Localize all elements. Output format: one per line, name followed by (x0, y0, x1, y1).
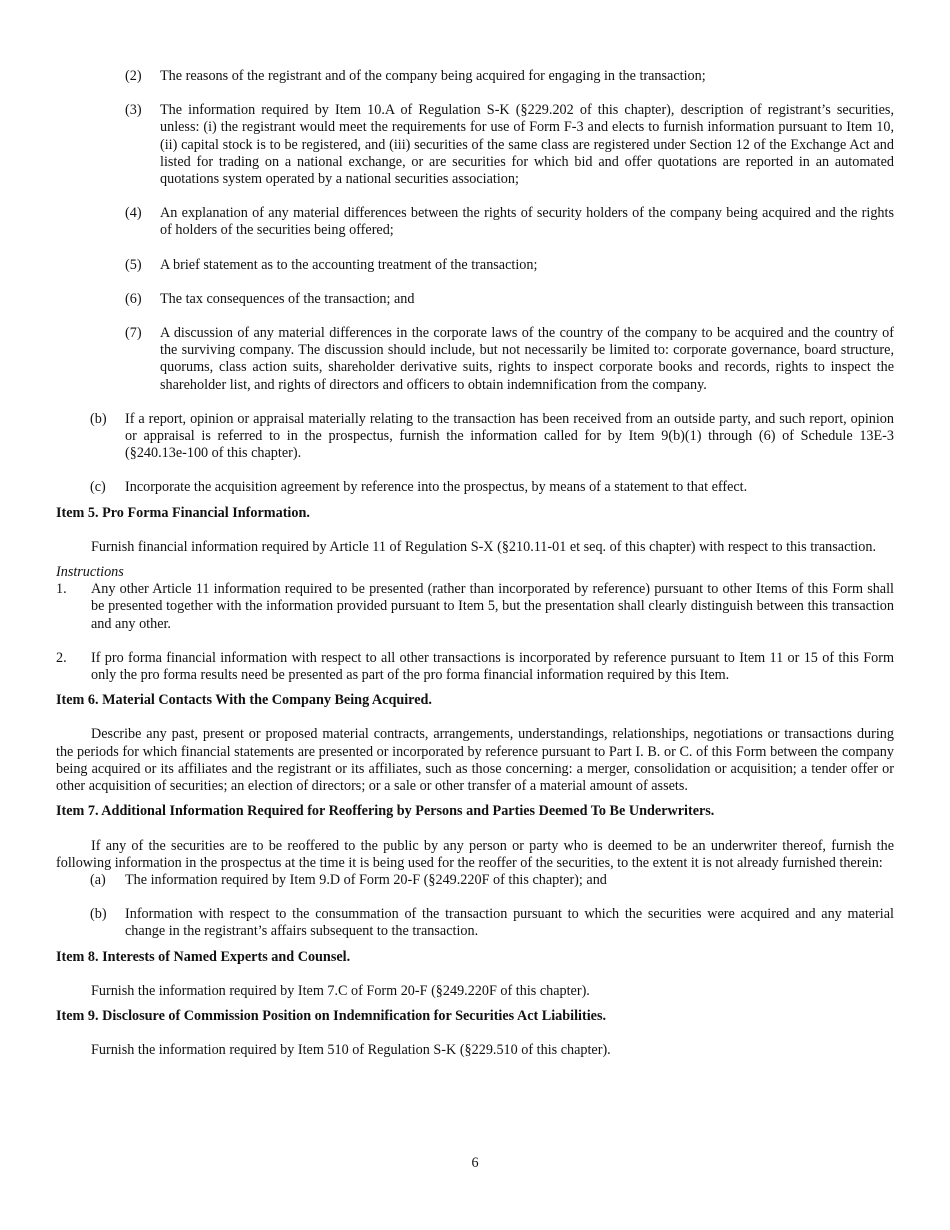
list-text: The tax consequences of the transaction; and (160, 290, 415, 307)
section-paragraph-item7: If any of the securities are to be reoffered to the public by any person or party who is deemed to be an underwriter thereof, furnish the following information in the prospectus at the time it is being used for the reoffer of the securities, to the extent it is not already furnished therein: (56, 837, 894, 871)
section-paragraph-item8: Furnish the information required by Item 7.C of Form 20-F (§249.220F of this chapter). (91, 982, 590, 999)
list-letter: (b) (90, 410, 107, 427)
list-number: (2) (125, 68, 142, 84)
list-text: An explanation of any material differences between the rights of security holders of the company being acquired and the rights of holders of the securities being offered; (160, 205, 894, 239)
list-number: 2. (56, 649, 67, 666)
list-number: (4) (125, 205, 142, 222)
list-text: Incorporate the acquisition agreement by reference into the prospectus, by means of a statement to that effect. (125, 479, 748, 496)
page-number: 6 (471, 1155, 479, 1171)
list-text: The information required by Item 10.A of Regulation S-K (§229.202 of this chapter), description of registrant’s securities, unless: (i) the registrant would meet the requirements for use of Form F-3 and elects to furnish information pursuant to Item 10, (ii) capital stock is to be registered, and (iii) securities of the same class are registered under Section 12 of the Exchange Act and listed for trading on a national exchange, or are securities for which bid and offer quotations are reported in an automated quotations system operated by a national securities association; (160, 102, 894, 188)
list-item-2 (56, 68, 894, 85)
list-text: A discussion of any material differences in the corporate laws of the country of the company to be acquired and the country of the surviving company. The discussion should include, but not necessarily be limited to: corporate governance, board structure, quorums, class action suits, shareholder derivative suits, rights to inspect corporate books and records, rights to inspect the shareholder list, and rights of directors and officers to obtain indemnification from the company. (160, 325, 894, 393)
list-text: The information required by Item 9.D of Form 20-F (§249.220F of this chapter); and (125, 871, 607, 888)
list-text: The reasons of the registrant and of the company being acquired for engaging in the transaction; (160, 68, 706, 84)
list-number: (7) (125, 325, 142, 342)
list-item-4 (56, 205, 894, 239)
instruction-item-2 (56, 650, 894, 684)
list-item-b2 (56, 906, 894, 940)
section-heading-item9: Item 9. Disclosure of Commission Position on Indemnification for Securities Act Liabilities. (56, 1007, 607, 1024)
list-text: Any other Article 11 information required to be presented (rather than incorporated by reference) pursuant to other Items of this Form shall be presented together with the information provided pursuant to Item 5, but the presentation shall clearly distinguish between this transaction and any other. (91, 581, 894, 632)
list-item-a (56, 872, 894, 889)
list-item-c (56, 479, 894, 496)
section-heading-item7: Item 7. Additional Information Required for Reoffering by Persons and Parties Deemed To Be Underwriters. (56, 803, 715, 820)
list-item-7 (56, 325, 894, 394)
list-text: If pro forma financial information with respect to all other transactions is incorporated by reference pursuant to Item 11 or 15 of this Form only the pro forma results need be presented as part of the pro forma financial information required by this Item. (91, 649, 894, 684)
list-item-b (56, 411, 894, 463)
list-number: (6) (125, 290, 142, 307)
list-letter: (b) (90, 906, 107, 923)
list-number: (3) (125, 102, 142, 119)
section-paragraph-item5: Furnish financial information required by Article 11 of Regulation S-X (§210.11-01 et seq. of this chapter) with respect to this transaction. (91, 538, 876, 555)
list-number: (5) (125, 256, 142, 273)
list-text: Information with respect to the consummation of the transaction pursuant to which the securities were acquired and any material change in the registrant’s affairs subsequent to the transaction. (125, 906, 894, 940)
section-paragraph-item6: Describe any past, present or proposed material contracts, arrangements, understandings, relationships, negotiations or transactions during the periods for which financial statements are presented or incorporated by reference pursuant to Part I. B. or C. of this Form between the company being acquired or its affiliates and the registrant or its affiliates, such as those concerning: a merger, consolidation or acquisition; a tender offer or other acquisition of securities; an election of directors; or a sale or other transfer of a material amount of assets. (56, 726, 894, 795)
list-text: If a report, opinion or appraisal materially relating to the transaction has been received from an outside party, and such report, opinion or appraisal is referred to in the prospectus, furnish the information called for by Item 9(b)(1) through (6) of Schedule 13E-3 (§240.13e-100 of this chapter). (125, 410, 894, 462)
list-item-3 (56, 102, 894, 188)
list-number: 1. (56, 581, 67, 598)
section-heading-item5: Item 5. Pro Forma Financial Information. (56, 504, 310, 521)
list-text: A brief statement as to the accounting treatment of the transaction; (160, 256, 538, 273)
section-paragraph-item9: Furnish the information required by Item 510 of Regulation S-K (§229.510 of this chapter). (91, 1042, 611, 1059)
list-item-5 (56, 257, 894, 274)
instructions-label: Instructions (56, 564, 124, 581)
list-letter: (a) (90, 871, 106, 888)
list-item-6 (56, 291, 894, 308)
list-letter: (c) (90, 479, 106, 496)
section-heading-item8: Item 8. Interests of Named Experts and Counsel. (56, 948, 351, 965)
section-heading-item6: Item 6. Material Contacts With the Company Being Acquired. (56, 692, 432, 709)
instruction-item-1 (56, 581, 894, 633)
